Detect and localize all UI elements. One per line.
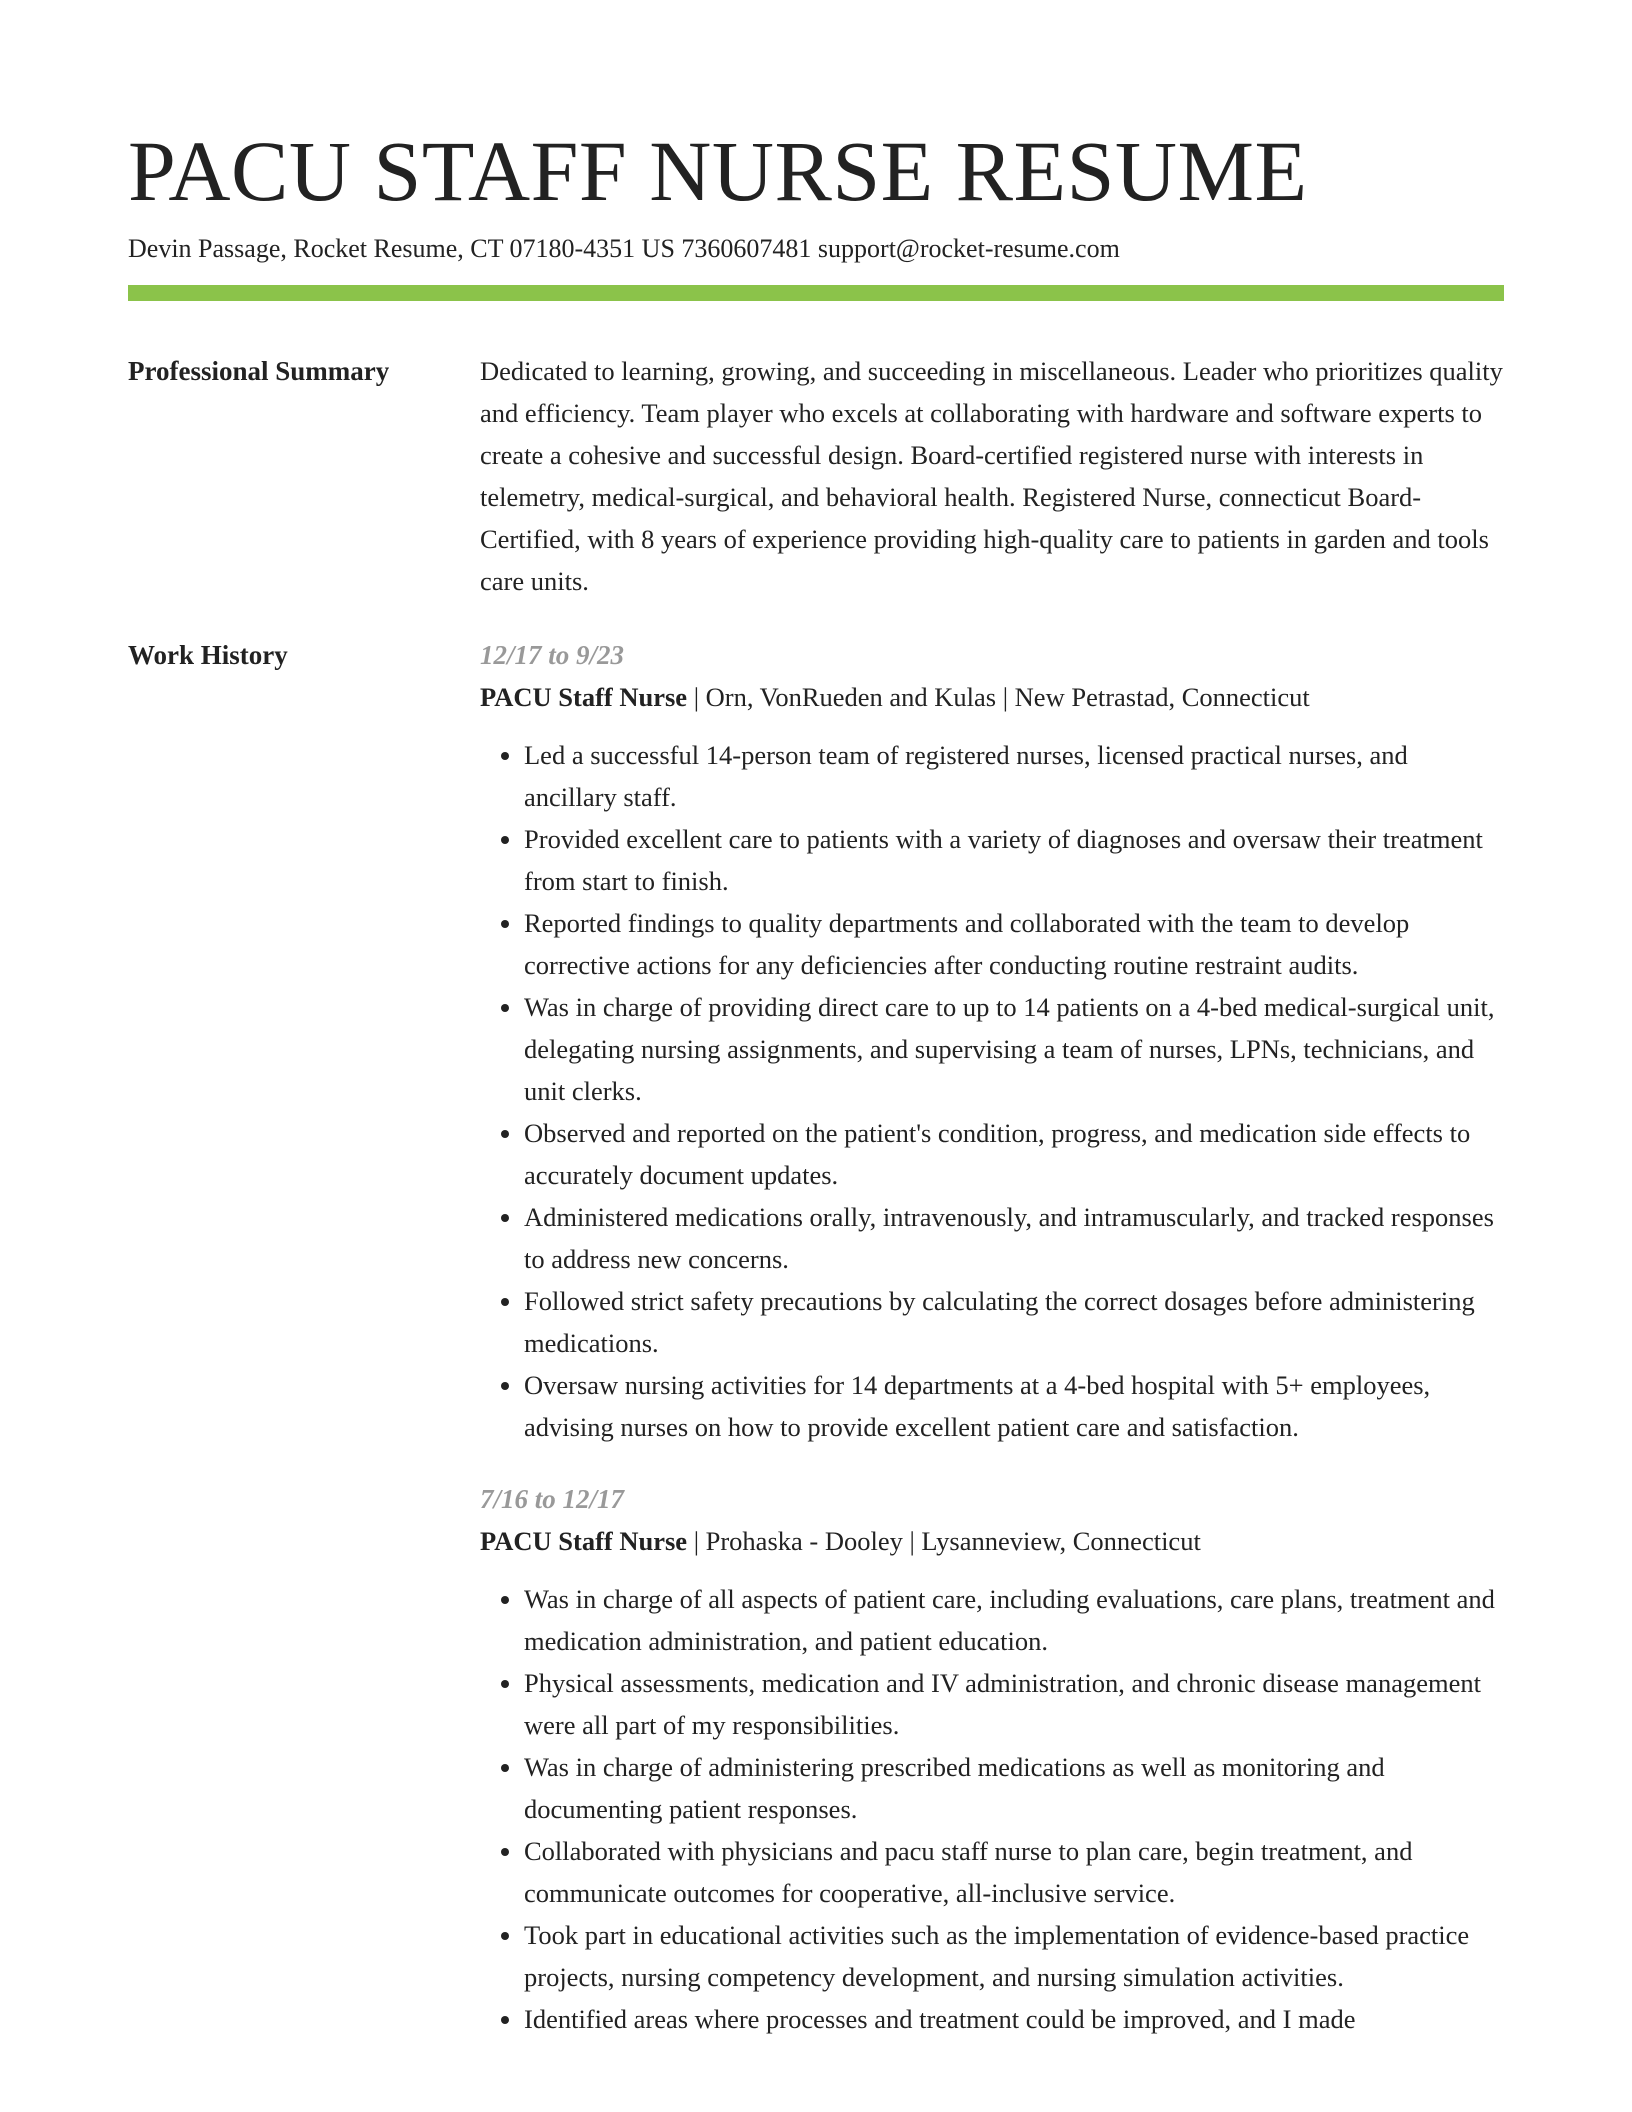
professional-summary-body xyxy=(480,350,1504,602)
job-bullet: • Was in charge of all aspects of patient care, including evaluations, care plans, treatment and medication administration, and patient education. xyxy=(524,1578,1504,1662)
job-bullet-list xyxy=(480,734,1504,1448)
job-bullet: • Followed strict safety precautions by calculating the correct dosages before administering medications. xyxy=(524,1280,1504,1364)
job-details: | Orn, VonRueden and Kulas | New Petrastad, Connecticut xyxy=(687,682,1310,712)
job-bullet: • Identified areas where processes and treatment could be improved, and I made xyxy=(524,1998,1504,2040)
job-entry xyxy=(480,634,1504,1448)
resume-title: PACU STAFF NURSE RESUME xyxy=(128,123,1308,219)
job-bullet: • Provided excellent care to patients with a variety of diagnoses and oversaw their treatment from start to finish. xyxy=(524,818,1504,902)
job-dates: 7/16 to 12/17 xyxy=(480,1484,625,1514)
job-title: PACU Staff Nurse xyxy=(480,682,688,712)
professional-summary-text: Dedicated to learning, growing, and succeeding in miscellaneous. Leader who prioritizes quality and efficiency. Team player who excels at collaborating with hardware and software experts to create a cohesive and successful design. Board-certified registered nurse with interests in telemetry, medical-surgical, and behavioral health. Registered Nurse, connecticut Board-Certified, with 8 years of experience providing high-quality care to patients in garden and tools care units. xyxy=(480,356,1503,596)
job-entry xyxy=(480,1478,1504,2040)
work-history-body xyxy=(480,634,1504,2040)
job-bullet: • Was in charge of administering prescribed medications as well as monitoring and documenting patient responses. xyxy=(524,1746,1504,1830)
job-bullet: • Observed and reported on the patient's condition, progress, and medication side effects to accurately document updates. xyxy=(524,1112,1504,1196)
job-bullet: • Took part in educational activities such as the implementation of evidence-based practice projects, nursing competency development, and nursing simulation activities. xyxy=(524,1914,1504,1998)
job-dates: 12/17 to 9/23 xyxy=(480,640,625,670)
professional-summary-label: Professional Summary xyxy=(128,356,390,386)
job-bullet: • Reported findings to quality departments and collaborated with the team to develop corrective actions for any deficiencies after conducting routine restraint audits. xyxy=(524,902,1504,986)
job-bullet: • Administered medications orally, intravenously, and intramuscularly, and tracked responses to address new concerns. xyxy=(524,1196,1504,1280)
job-bullet-list xyxy=(480,1578,1504,2040)
job-bullet: • Collaborated with physicians and pacu staff nurse to plan care, begin treatment, and communicate outcomes for cooperative, all-inclusive service. xyxy=(524,1830,1504,1914)
job-heading xyxy=(480,676,1504,718)
job-bullet: • Oversaw nursing activities for 14 departments at a 4-bed hospital with 5+ employees, advising nurses on how to provide excellent patient care and satisfaction. xyxy=(524,1364,1504,1448)
accent-divider xyxy=(128,285,1504,301)
job-details: | Prohaska - Dooley | Lysanneview, Connecticut xyxy=(687,1526,1201,1556)
contact-line: Devin Passage, Rocket Resume, CT 07180-4351 US 7360607481 support@rocket-resume.com xyxy=(128,234,1120,263)
job-title: PACU Staff Nurse xyxy=(480,1526,688,1556)
job-bullet: • Led a successful 14-person team of registered nurses, licensed practical nurses, and ancillary staff. xyxy=(524,734,1504,818)
job-bullet: • Physical assessments, medication and IV administration, and chronic disease management were all part of my responsibilities. xyxy=(524,1662,1504,1746)
work-history-label: Work History xyxy=(128,640,288,670)
job-bullet: • Was in charge of providing direct care to up to 14 patients on a 4-bed medical-surgical unit, delegating nursing assignments, and supervising a team of nurses, LPNs, technicians, and unit clerks. xyxy=(524,986,1504,1112)
job-heading xyxy=(480,1520,1504,1562)
